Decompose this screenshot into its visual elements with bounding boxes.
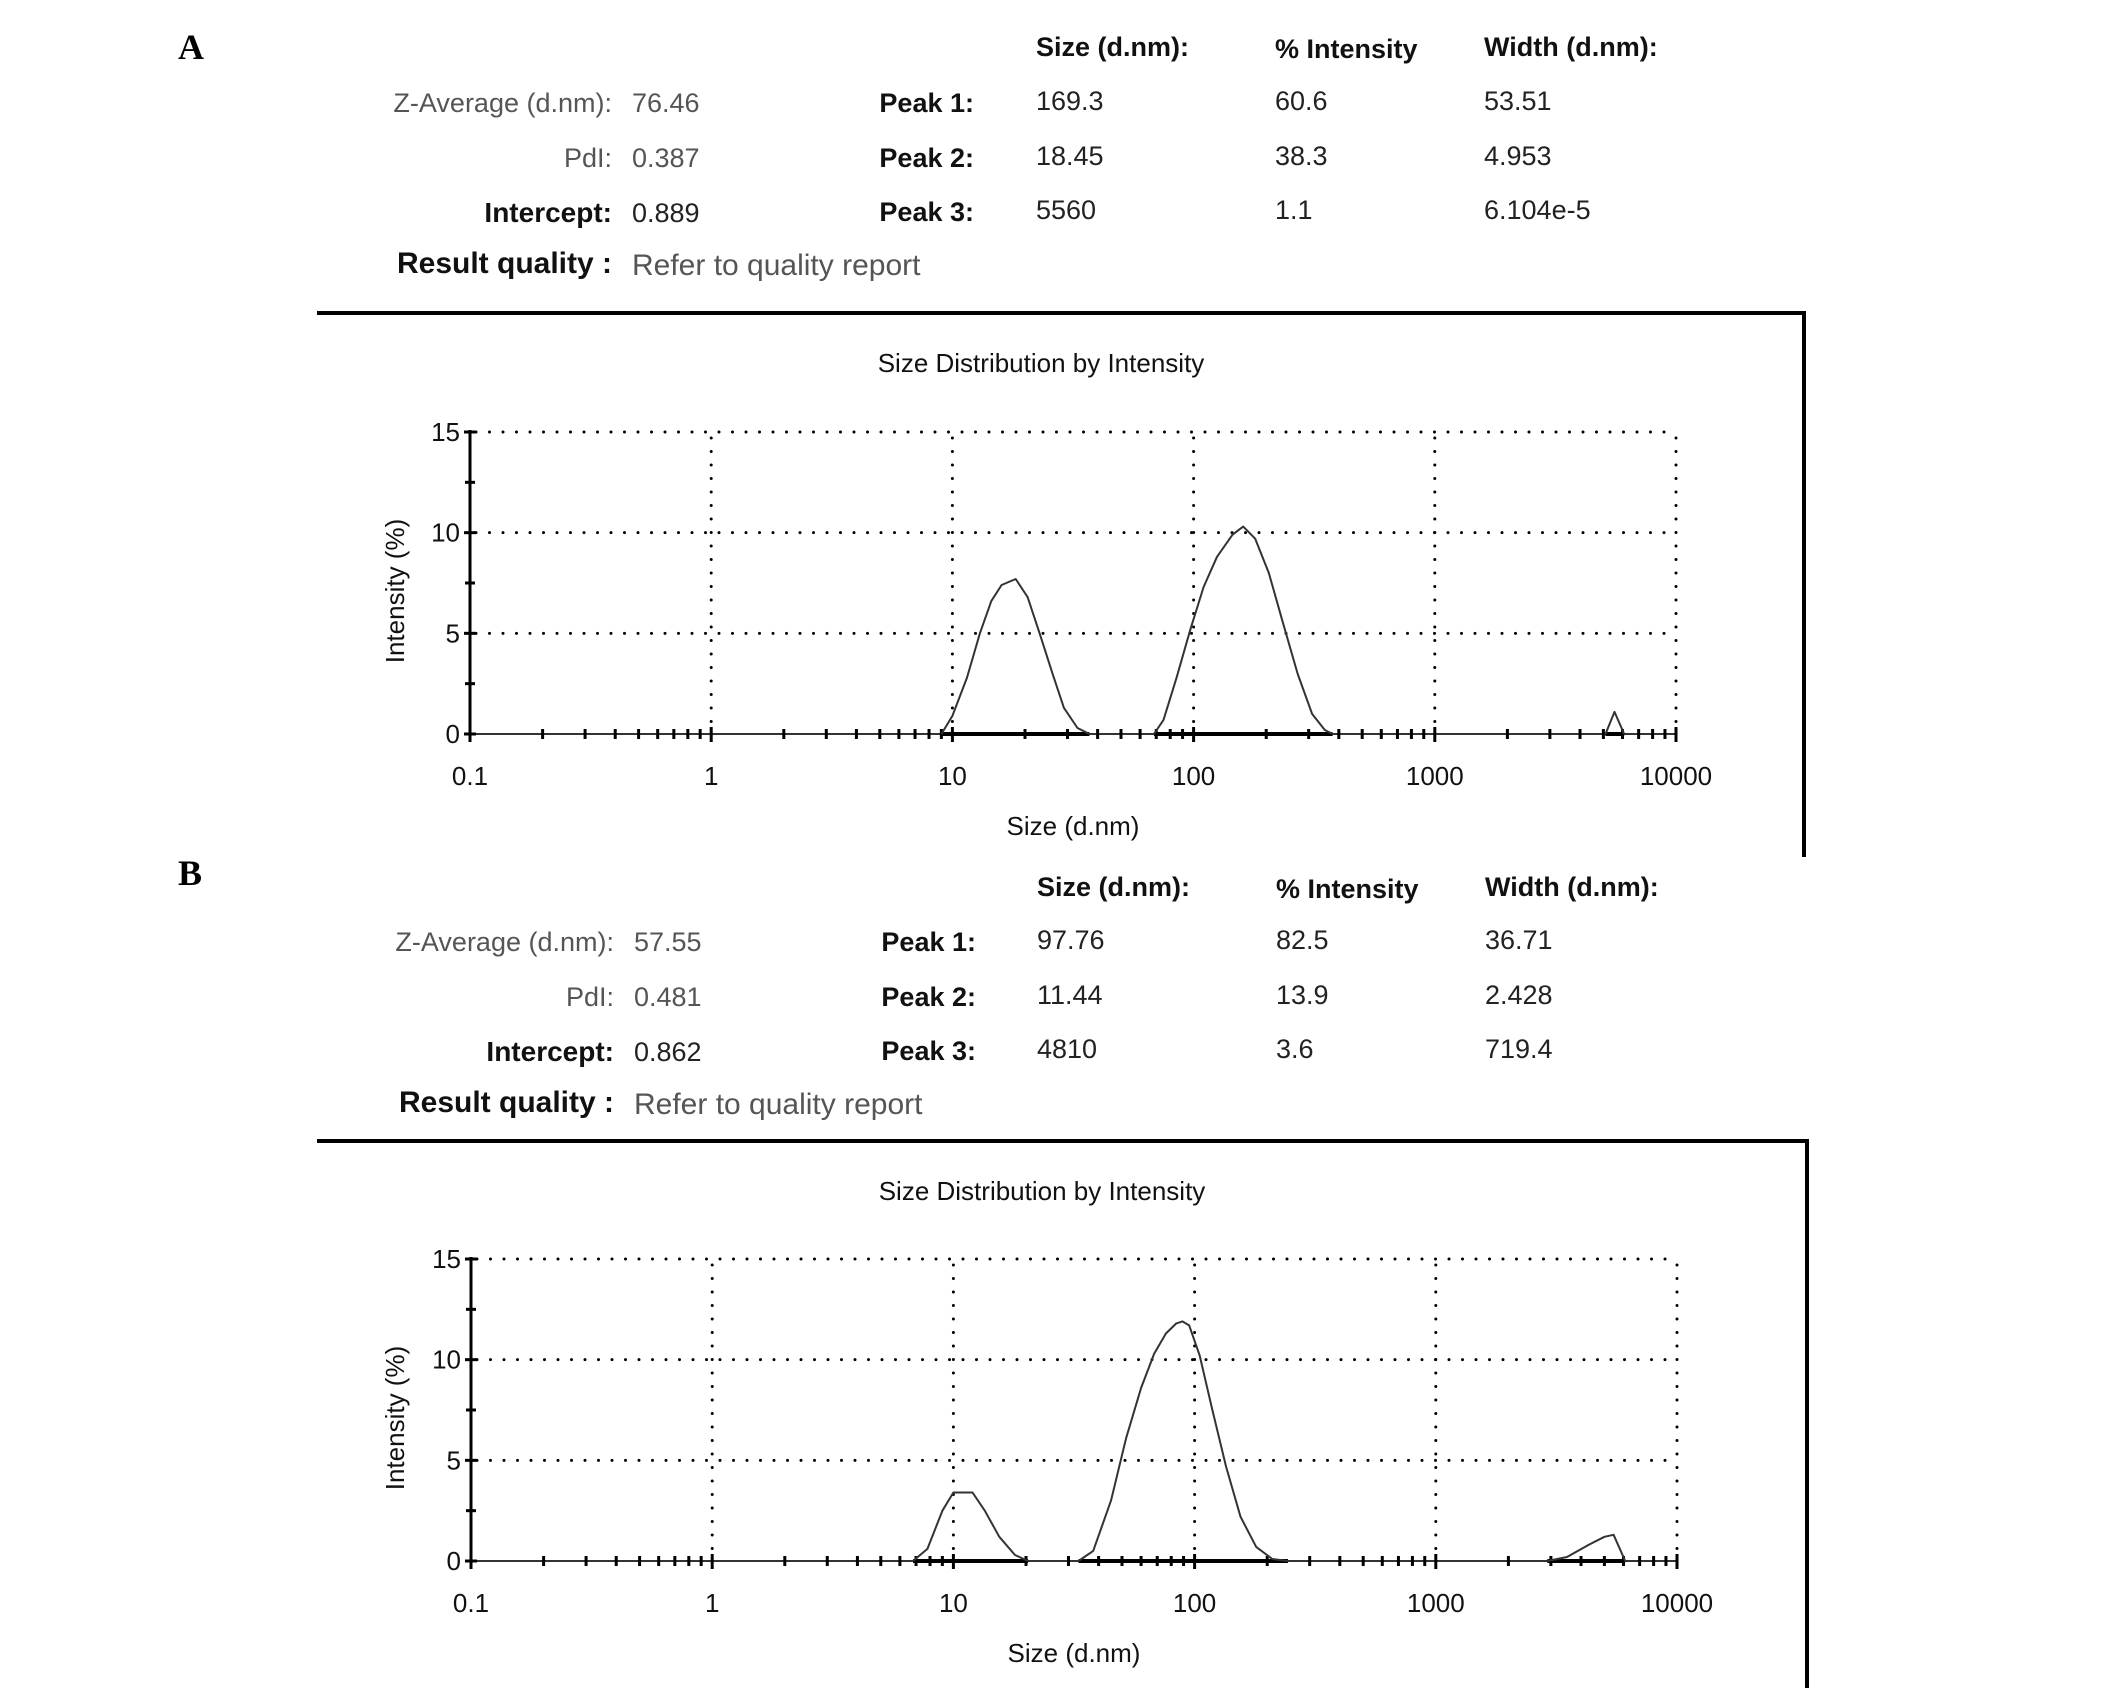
x-tick-label: 1 xyxy=(704,761,718,791)
distribution-curve xyxy=(1547,1535,1625,1561)
y-tick-label: 10 xyxy=(431,518,460,548)
peak-1-size: 169.3 xyxy=(1036,86,1104,117)
panel-letter-a: A xyxy=(178,26,204,68)
y-tick-label: 0 xyxy=(446,719,460,749)
peak-2-label: Peak 2: xyxy=(881,982,976,1013)
col-header-width: Width (d.nm): xyxy=(1484,32,1658,63)
col-header-intensity: % Intensity xyxy=(1275,34,1418,65)
distribution-curve xyxy=(913,1493,1028,1562)
peak-3-intensity: 3.6 xyxy=(1276,1034,1314,1065)
x-tick-label: 0.1 xyxy=(453,1588,489,1618)
result-quality-value: Refer to quality report xyxy=(632,249,920,283)
x-tick-label: 10 xyxy=(939,1588,968,1618)
z-average-value: 76.46 xyxy=(632,88,700,119)
z-average-label: Z-Average (d.nm): xyxy=(393,88,612,119)
z-average-value: 57.55 xyxy=(634,927,702,958)
peak-3-intensity: 1.1 xyxy=(1275,195,1313,226)
intercept-value: 0.889 xyxy=(632,198,700,229)
peak-2-size: 11.44 xyxy=(1037,980,1103,1011)
peak-1-label: Peak 1: xyxy=(881,927,976,958)
peak-1-width: 36.71 xyxy=(1485,925,1553,956)
intercept-label: Intercept: xyxy=(486,1036,614,1068)
peak-1-intensity: 60.6 xyxy=(1275,86,1328,117)
y-tick-label: 10 xyxy=(432,1345,461,1375)
result-quality-value: Refer to quality report xyxy=(634,1088,922,1122)
y-tick-label: 5 xyxy=(446,618,460,648)
y-tick-label: 15 xyxy=(431,417,460,447)
y-axis-label: Intensity (%) xyxy=(380,519,410,664)
y-tick-label: 5 xyxy=(447,1445,461,1475)
x-tick-label: 100 xyxy=(1173,1588,1216,1618)
x-tick-label: 10000 xyxy=(1640,761,1712,791)
peak-1-intensity: 82.5 xyxy=(1276,925,1329,956)
x-axis-label: Size (d.nm) xyxy=(1008,1638,1141,1668)
peak-3-size: 5560 xyxy=(1036,195,1096,226)
result-quality-label: Result quality : xyxy=(399,1086,614,1120)
pdi-label: PdI: xyxy=(564,143,612,174)
peak-2-label: Peak 2: xyxy=(879,143,974,174)
peak-3-width: 719.4 xyxy=(1485,1034,1553,1065)
x-tick-label: 1 xyxy=(705,1588,719,1618)
peak-3-width: 6.104e-5 xyxy=(1484,195,1591,226)
pdi-value: 0.387 xyxy=(632,143,700,174)
x-tick-label: 0.1 xyxy=(452,761,488,791)
col-header-intensity: % Intensity xyxy=(1276,874,1419,905)
peak-1-width: 53.51 xyxy=(1484,86,1552,117)
peak-2-intensity: 38.3 xyxy=(1275,141,1328,172)
intercept-label: Intercept: xyxy=(484,197,612,229)
intercept-value: 0.862 xyxy=(634,1037,702,1068)
col-header-size: Size (d.nm): xyxy=(1037,872,1190,903)
y-tick-label: 15 xyxy=(432,1244,461,1274)
x-tick-label: 100 xyxy=(1172,761,1215,791)
peak-1-label: Peak 1: xyxy=(879,88,974,119)
peak-2-intensity: 13.9 xyxy=(1276,980,1329,1011)
chart-title: Size Distribution by Intensity xyxy=(878,348,1205,378)
peak-3-label: Peak 3: xyxy=(879,197,974,228)
peak-1-size: 97.76 xyxy=(1037,925,1105,956)
result-quality-label: Result quality : xyxy=(397,247,612,281)
x-tick-label: 1000 xyxy=(1406,761,1464,791)
pdi-label: PdI: xyxy=(566,982,614,1013)
z-average-label: Z-Average (d.nm): xyxy=(395,927,614,958)
x-tick-label: 10000 xyxy=(1641,1588,1713,1618)
peak-3-label: Peak 3: xyxy=(881,1036,976,1067)
panel-letter-b: B xyxy=(178,852,202,894)
distribution-curve xyxy=(1079,1321,1289,1561)
pdi-value: 0.481 xyxy=(634,982,702,1013)
y-axis-label: Intensity (%) xyxy=(380,1346,410,1491)
peak-3-size: 4810 xyxy=(1037,1034,1097,1065)
col-header-width: Width (d.nm): xyxy=(1485,872,1659,903)
y-tick-label: 0 xyxy=(447,1546,461,1576)
peak-2-size: 18.45 xyxy=(1036,141,1104,172)
x-axis-label: Size (d.nm) xyxy=(1007,811,1140,841)
x-tick-label: 10 xyxy=(938,761,967,791)
peak-2-width: 4.953 xyxy=(1484,141,1552,172)
x-tick-label: 1000 xyxy=(1407,1588,1465,1618)
peak-2-width: 2.428 xyxy=(1485,980,1553,1011)
col-header-size: Size (d.nm): xyxy=(1036,32,1189,63)
chart-title: Size Distribution by Intensity xyxy=(879,1176,1206,1206)
